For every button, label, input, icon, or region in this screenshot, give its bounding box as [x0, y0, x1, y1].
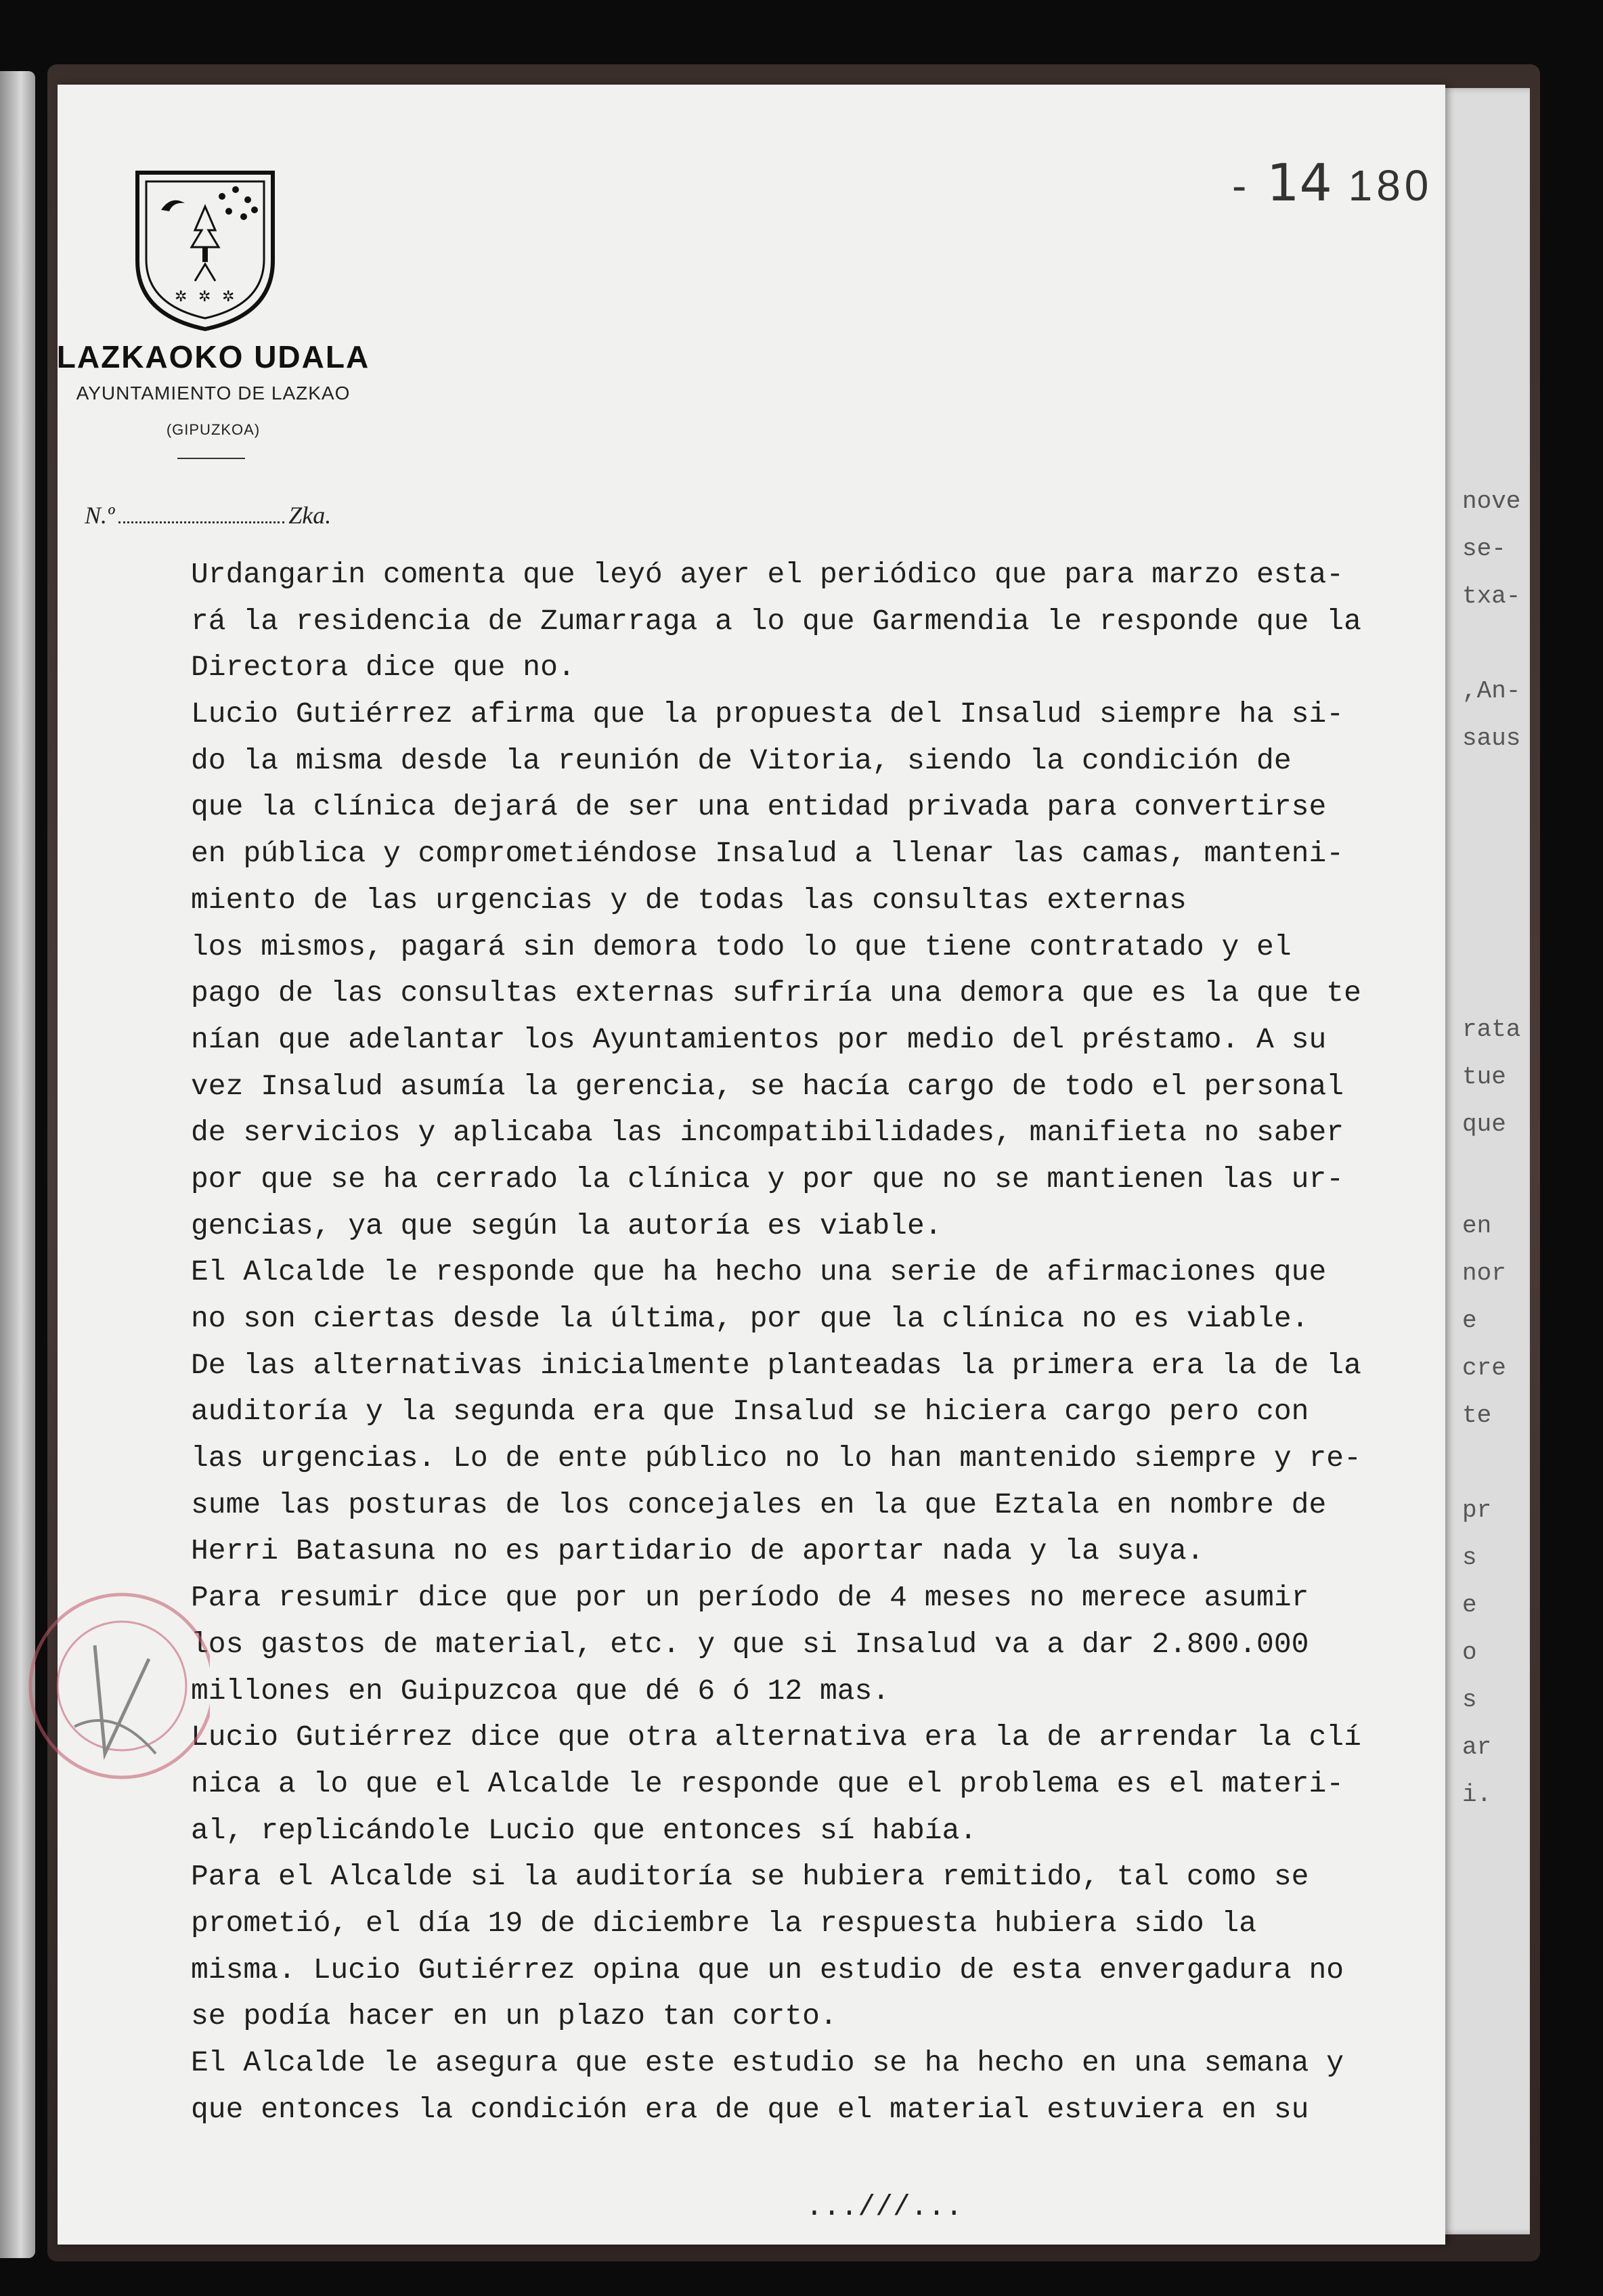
- margin-fragment: i.: [1462, 1781, 1492, 1808]
- body-line: de servicios y aplicaba las incompatibilidades, manifieta no saber: [191, 1116, 1344, 1150]
- margin-fragment: te: [1462, 1402, 1492, 1429]
- left-page-edge: [0, 71, 35, 2258]
- organization-name: LAZKAOKO UDALA: [56, 339, 370, 374]
- body-line: auditoría y la segunda era que Insalud se hiciera cargo pero con: [191, 1395, 1309, 1429]
- body-line: los gastos de material, etc. y que si Insalud va a dar 2.800.000: [191, 1627, 1309, 1661]
- margin-fragment: nor: [1462, 1259, 1506, 1287]
- body-line: El Alcalde le responde que ha hecho una serie de afirmaciones que: [191, 1255, 1327, 1289]
- header-divider: [177, 458, 245, 459]
- body-line: vez Insalud asumía la gerencia, se hacía cargo de todo el personal: [191, 1069, 1344, 1103]
- organization-subtitle: AYUNTAMIENTO DE LAZKAO: [76, 383, 351, 404]
- margin-fragment: que: [1462, 1110, 1506, 1138]
- coat-of-arms-icon: [134, 169, 276, 332]
- body-line: en pública y comprometiéndose Insalud a llenar las camas, manteni-: [191, 837, 1344, 871]
- body-line: nica a lo que el Alcalde le responde que el problema es el materi-: [191, 1767, 1344, 1800]
- body-line: do la misma desde la reunión de Vitoria, siendo la condición de: [191, 743, 1292, 777]
- body-line: que entonces la condición era de que el material estuviera en su: [191, 2092, 1309, 2126]
- organization-province: (GIPUZKOA): [166, 421, 261, 438]
- body-line: prometió, el día 19 de diciembre la respuesta hubiera sido la: [191, 1906, 1257, 1940]
- margin-fragment: saus: [1462, 724, 1521, 752]
- margin-fragment: e: [1462, 1591, 1477, 1619]
- margin-fragment: rata: [1462, 1016, 1521, 1043]
- margin-fragment: o: [1462, 1639, 1477, 1666]
- body-line: Herri Batasuna no es partidario de aportar nada y la suya.: [191, 1534, 1204, 1568]
- margin-fragment: s: [1462, 1686, 1477, 1714]
- body-line: se podía hacer en un plazo tan corto.: [191, 1999, 837, 2033]
- page-number-handwritten: 14: [1267, 152, 1332, 213]
- body-line: que la clínica dejará de ser una entidad privada para convertirse: [191, 790, 1327, 824]
- page-number-prefix: -: [1232, 161, 1251, 210]
- number-blank: [118, 515, 284, 523]
- margin-fragment: nove: [1462, 488, 1521, 515]
- margin-fragment: ar: [1462, 1733, 1492, 1761]
- margin-fragment: e: [1462, 1307, 1477, 1335]
- margin-fragment: pr: [1462, 1496, 1492, 1524]
- body-line: pago de las consultas externas sufriría una demora que es la que te: [191, 976, 1361, 1010]
- body-line: Para el Alcalde si la auditoría se hubiera remitido, tal como se: [191, 1860, 1309, 1894]
- margin-fragment: txa-: [1462, 582, 1521, 610]
- body-text: [191, 552, 1443, 2133]
- body-line: gencias, ya que según la autoría es viable.: [191, 1209, 942, 1242]
- underlying-page-edge: [1435, 88, 1530, 2234]
- body-line: El Alcalde le asegura que este estudio se ha hecho en una semana y: [191, 2046, 1344, 2079]
- body-line: Directora dice que no.: [191, 651, 575, 685]
- reference-number-line: [85, 501, 331, 535]
- margin-fragment: cre: [1462, 1354, 1506, 1382]
- body-line: al, replicándole Lucio que entonces sí había.: [191, 1813, 978, 1847]
- body-line: misma. Lucio Gutiérrez opina que un estudio de esta envergadura no: [191, 1953, 1344, 1987]
- body-line: De las alternativas inicialmente planteadas la primera era la de la: [191, 1348, 1361, 1382]
- body-line: las urgencias. Lo de ente público no lo han mantenido siempre y re-: [191, 1442, 1361, 1475]
- margin-fragment: s: [1462, 1544, 1477, 1572]
- body-line: Lucio Gutiérrez afirma que la propuesta del Insalud siempre ha si-: [191, 697, 1344, 731]
- body-line: sume las posturas de los concejales en la que Eztala en nombre de: [191, 1488, 1327, 1521]
- body-line: no son ciertas desde la última, por que la clínica no es viable.: [191, 1302, 1309, 1335]
- margin-fragment: se-: [1462, 535, 1506, 563]
- body-line: miento de las urgencias y de todas las consultas externas: [191, 883, 1187, 917]
- margin-fragment: tue: [1462, 1063, 1506, 1091]
- number-suffix: Zka.: [288, 502, 332, 529]
- body-line: Urdangarin comenta que leyó ayer el periódico que para marzo esta-: [191, 558, 1344, 591]
- svg-text:✲: ✲: [222, 288, 235, 305]
- body-line: Lucio Gutiérrez dice que otra alternativa era la de arrendar la clí: [191, 1720, 1361, 1754]
- page-number: [1232, 152, 1432, 213]
- body-line: Para resumir dice que por un período de 4 meses no merece asumir: [191, 1581, 1309, 1615]
- body-line: rá la residencia de Zumarraga a lo que Garmendia le responde que la: [191, 604, 1361, 638]
- body-line: los mismos, pagará sin demora todo lo que tiene contratado y el: [191, 930, 1292, 963]
- page-number-typed: 180: [1348, 161, 1433, 210]
- body-line: nían que adelantar los Ayuntamientos por medio del préstamo. A su: [191, 1022, 1327, 1056]
- margin-fragment: ,An-: [1462, 677, 1521, 705]
- body-line: por que se ha cerrado la clínica y por que no se mantienen las ur-: [191, 1162, 1344, 1196]
- svg-text:✲: ✲: [175, 288, 188, 305]
- continuation-marker: ...///...: [806, 2190, 963, 2224]
- municipal-stamp-icon: [20, 1551, 210, 1835]
- margin-fragment: en: [1462, 1212, 1492, 1240]
- number-label: N.º: [85, 502, 115, 529]
- body-line: millones en Guipuzcoa que dé 6 ó 12 mas.: [191, 1674, 890, 1708]
- svg-text:✲: ✲: [198, 288, 211, 305]
